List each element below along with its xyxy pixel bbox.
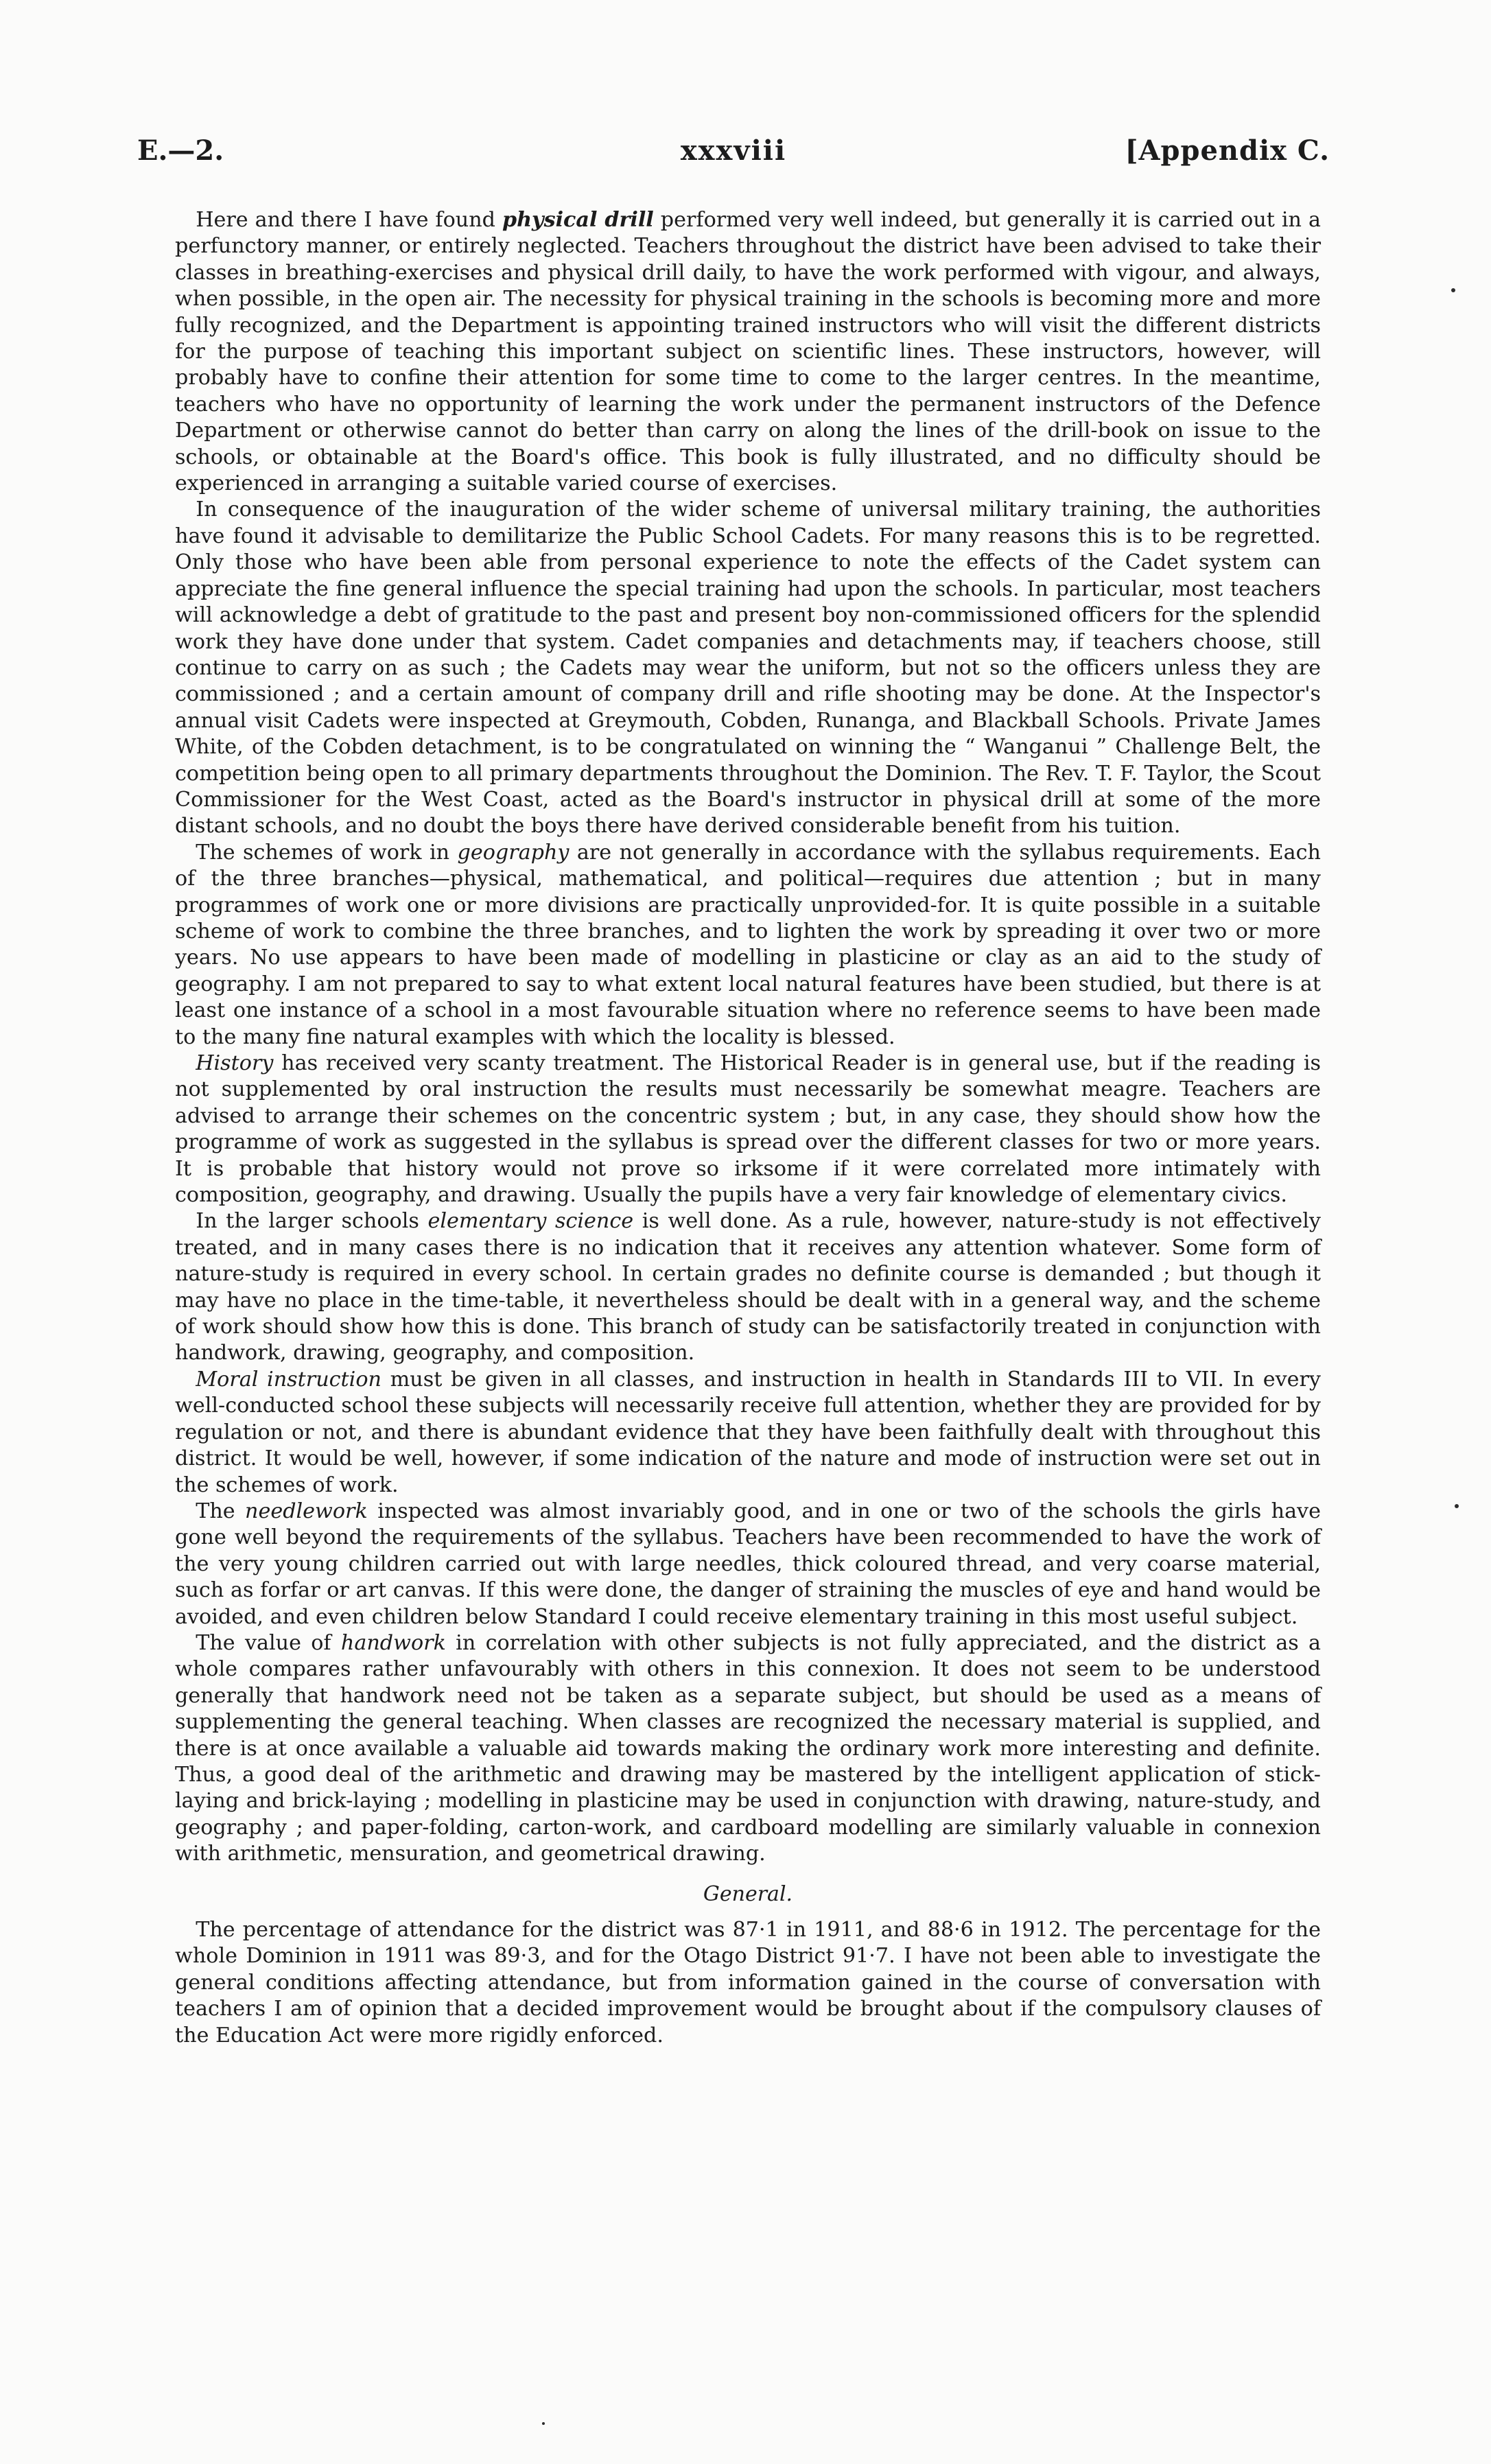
paragraph-text: has received very scanty treatment. The Historical Reader is in general use, but if the reading is not supplemented by oral instruction the results must necessarily be somewhat meagre. Teachers are advised to arrange their schemes on the concentric system ; but, in any case, they should show how the programme of work as suggested in the syllabus is spread over the different classes for two or more years. It is probable that history would not prove so irksome if it were correlated more intimately with composition, geography, and drawing. Usually the pupils have a very fair knowledge of elementary civics. [175,1051,1321,1208]
paragraph-science [175,1208,1321,1366]
subject-term: handwork [340,1630,446,1655]
paragraph-text: must be given in all classes, and instruction in health in Standards III to VII. In every well-conducted school these subjects will necessarily receive full attention, whether they are provided for by regulation or not, and there is abundant evidence that they have been faithfully dealt with throughout this district. It would be well, however, if some indication of the nature and mode of instruction were set out in the schemes of work. [175,1367,1321,1497]
appendix-label: [Appendix C. [1125,134,1330,167]
subject-term: needlework [245,1499,368,1523]
paragraph-text: are not generally in accordance with the syllabus requirements. Each of the three branches—physical, mathematical, and political—requires due attention ; but in many programmes of work one or more divisions are practically unprovided-for. It is quite possible in a suitable scheme of work to combine the three branches, and to lighten the work by spreading it over two or more years. No use appears to have been made of modelling in plasticine or clay as an aid to the study of geography. I am not prepared to say to what extent local natural features have been studied, but there is at least one instance of a school in a most favourable situation where no reference seems to have been made to the many fine natural examples with which the locality is blessed. [175,840,1321,1049]
paragraph-text: performed very well indeed, but generally it is carried out in a perfunctory manner, or entirely neglected. Teachers throughout the district have been advised to take their classes in breathing-exercises and physical drill daily, to have the work performed with vigour, and always, when possible, in the open air. The necessity for physical training in the schools is becoming more and more fully recognized, and the Department is appointing trained instructors who will visit the different districts for the purpose of teaching this important subject on scientific lines. These instructors, however, will probably have to confine their attention for some time to come to the larger centres. In the meantime, teachers who have no opportunity of learning the work under the permanent instructors of the Defence Department or otherwise cannot do better than carry on along the lines of the drill-book on issue to the schools, or obtainable at the Board's office. This book is fully illustrated, and no difficulty should be experienced in arranging a suitable varied course of exercises. [175,208,1321,496]
section-heading: General. [703,1881,793,1906]
paragraph-text: The percentage of attendance for the district was 87·1 in 1911, and 88·6 in 1912. The percentage for the whole Dominion in 1911 was 89·3, and for the Otago District 91·7. I have not been able to investigate the general conditions affecting attendance, but from information gained in the course of conversation with teachers I am of opinion that a decided improvement would be brought about if the compulsory clauses of the Education Act were more rigidly enforced. [175,1918,1321,2048]
paragraph-text: Here and there I have found [196,208,502,232]
paragraph-history [175,1051,1321,1208]
scan-speck [1455,1504,1459,1508]
paragraph-geography [175,840,1321,1051]
subject-term: Moral instruction [196,1367,381,1392]
subject-term: elementary science [427,1209,634,1234]
body-text [175,207,1321,2049]
paragraph-text: In the larger schools [196,1209,428,1234]
report-code: E.—2. [137,134,224,167]
subject-term: physical drill [502,208,654,232]
paragraph-cadets [175,497,1321,839]
paragraph-text: In consequence of the inauguration of the wider scheme of universal military training, the authorities have found it advisable to demilitarize the Public School Cadets. For many reasons this is to be regretted. Only those who have been able from personal experience to note the effects of the Cadet system can appreciate the fine general influence the special training had upon the schools. In particular, most teachers will acknowledge a debt of gratitude to the past and present boy non-commissioned officers for the splendid work they have done under that system. Cadet companies and detachments may, if teachers choose, still continue to carry on as such ; the Cadets may wear the uniform, but not so the officers unless they are commissioned ; and a certain amount of company drill and rifle shooting may be done. At the Inspector's annual visit Cadets were inspected at Greymouth, Cobden, Runanga, and Blackball Schools. Private James White, of the Cobden detachment, is to be congratulated on winning the “ Wanganui ” Challenge Belt, the competition being open to all primary departments throughout the Dominion. The Rev. T. F. Taylor, the Scout Commissioner for the West Coast, acted as the Board's instructor in physical drill at some of the more distant schools, and no doubt the boys there have derived considerable benefit from his tuition. [175,497,1321,838]
scan-speck [1451,288,1455,292]
paragraph-text: in correlation with other subjects is not fully appreciated, and the district as a whole compares rather unfavourably with others in this connexion. It does not seem to be understood generally that handwork need not be taken as a separate subject, but should be used as a means of supplementing the general teaching. When classes are recognized the necessary material is supplied, and there is at once available a valuable aid towards making the ordinary work more interesting and definite. Thus, a good deal of the arithmetic and drawing may be mastered by the intelligent application of stick-laying and brick-laying ; modelling in plasticine may be used in conjunction with drawing, nature-study, and geography ; and paper-folding, carton-work, and cardboard modelling are similarly valuable in connexion with arithmetic, mensuration, and geometrical drawing. [175,1630,1321,1866]
paragraph-text: The schemes of work in [196,840,458,865]
paragraph-text: inspected was almost invariably good, and in one or two of the schools the girls have gone well beyond the requirements of the syllabus. Teachers have been recommended to have the work of the very young children carried out with large needles, thick coloured thread, and very coarse material, such as forfar or art canvas. If this were done, the danger of straining the muscles of eye and hand would be avoided, and even children below Standard I could receive elementary training in this most useful subject. [175,1499,1321,1629]
subject-term: History [196,1051,274,1075]
page-header [137,134,1330,176]
page-number: xxxviii [680,134,787,167]
scan-speck [542,2422,545,2425]
paragraph-handwork [175,1630,1321,1868]
paragraph-moral-instruction [175,1367,1321,1499]
paragraph-attendance [175,1917,1321,2049]
paragraph-text: The [196,1499,246,1523]
paragraph-text: is well done. As a rule, however, nature-study is not effectively treated, and in many cases there is no indication that it receives any attention whatever. Some form of nature-study is required in every school. In certain grades no definite course is demanded ; but though it may have no place in the time-table, it nevertheless should be dealt with in a general way, and the scheme of work should show how this is done. This branch of study can be satisfactorily treated in conjunction with handwork, drawing, geography, and composition. [175,1209,1321,1365]
paragraph-needlework [175,1499,1321,1630]
paragraph-physical-drill [175,207,1321,497]
subject-term: geography [457,840,570,865]
paragraph-text: The value of [196,1630,341,1655]
